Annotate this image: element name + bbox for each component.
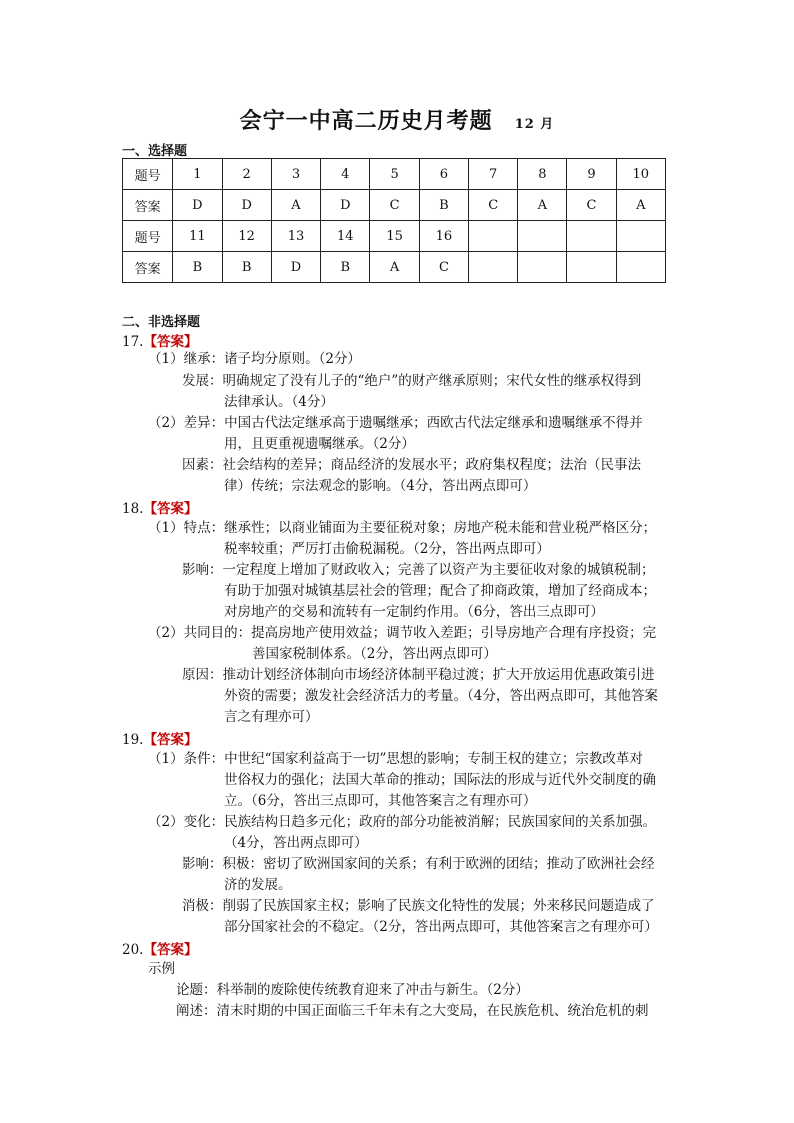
q19-line: 立。（6分，答出三点即可，其他答案言之有理亦可） <box>224 793 537 809</box>
q20-header <box>122 938 197 958</box>
table-cell: D <box>271 252 320 283</box>
table-row-label: 题号 <box>123 159 173 190</box>
table-row-label: 题号 <box>123 221 173 252</box>
q17-line: 用，且更重视遗嘱继承。（2分） <box>224 436 415 452</box>
table-cell: B <box>173 252 222 283</box>
table-cell <box>518 221 567 252</box>
table-cell: 13 <box>271 221 320 252</box>
table-cell <box>567 221 616 252</box>
table-cell: C <box>370 190 419 221</box>
q19-header <box>122 728 197 748</box>
month-label: 12 月 <box>514 117 555 132</box>
q19-line: （1）条件：中世纪“国家利益高于一切”思想的影响；专制王权的建立；宗教改革对 <box>148 751 643 767</box>
table-cell: C <box>567 190 616 221</box>
table-row-label: 答案 <box>123 252 173 283</box>
q18-line: （2）共同目的：提高房地产使用效益；调节收入差距；引导房地产合理有序投资；完 <box>148 625 657 641</box>
q17-line: 法律承认。（4分） <box>224 394 334 410</box>
table-cell: A <box>370 252 419 283</box>
table-cell: 15 <box>370 221 419 252</box>
table-cell: 12 <box>222 221 271 252</box>
q18-line: 税率较重；严厉打击偷税漏税。（2分，答出两点即可） <box>224 541 550 557</box>
q20-number: 20. <box>122 942 144 958</box>
q17-line: （1）继承：诸子均分原则。（2分） <box>148 351 361 367</box>
q19-line: 世俗权力的强化；法国大革命的推动；国际法的形成与近代外交制度的确 <box>224 772 656 788</box>
q20-line: 阐述：清末时期的中国正面临三千年未有之大变局，在民族危机、统治危机的刺 <box>176 1003 649 1019</box>
table-cell: 11 <box>173 221 222 252</box>
q18-line: 言之有理亦可） <box>224 709 319 725</box>
table-cell: 10 <box>616 159 665 190</box>
table-cell <box>469 252 518 283</box>
table-cell: 9 <box>567 159 616 190</box>
answer-tag: 【答案】 <box>143 732 198 748</box>
table-row <box>123 221 666 252</box>
table-row <box>123 190 666 221</box>
table-cell: A <box>518 190 567 221</box>
table-cell: 7 <box>469 159 518 190</box>
table-cell: 3 <box>271 159 320 190</box>
table-cell: C <box>419 252 468 283</box>
q18-number: 18. <box>122 501 144 517</box>
answer-tag: 【答案】 <box>143 501 198 517</box>
answer-table <box>122 158 666 283</box>
table-cell: 5 <box>370 159 419 190</box>
q18-line: 善国家税制体系。（2分，答出两点即可） <box>252 646 497 662</box>
q19-line: 部分国家社会的不稳定。（2分，答出两点即可，其他答案言之有理亦可） <box>224 919 658 935</box>
q18-line: （1）特点：继承性；以商业铺面为主要征税对象；房地产税未能和营业税严格区分； <box>148 520 657 536</box>
table-cell: C <box>469 190 518 221</box>
table-cell <box>567 252 616 283</box>
title-text: 会宁一中高二历史月考题 <box>239 108 493 134</box>
q17-number: 17. <box>122 334 144 350</box>
section-2-heading: 二、非选择题 <box>122 315 201 330</box>
table-cell: 6 <box>419 159 468 190</box>
table-cell: B <box>419 190 468 221</box>
answer-tag: 【答案】 <box>143 334 198 350</box>
table-cell: B <box>321 252 370 283</box>
table-cell <box>469 221 518 252</box>
q19-line: （4分，答出两点即可） <box>224 835 368 851</box>
section-1-heading: 一、选择题 <box>122 144 188 159</box>
table-cell <box>616 221 665 252</box>
q18-line: 有助于加强对城镇基层社会的管理；配合了抑商政策，增加了经商成本； <box>224 583 656 599</box>
table-cell <box>518 252 567 283</box>
q18-line: 对房地产的交易和流转有一定制约作用。（6分，答出三点即可） <box>224 604 604 620</box>
table-cell <box>616 252 665 283</box>
table-row <box>123 159 666 190</box>
table-cell: 14 <box>321 221 370 252</box>
table-cell: 4 <box>321 159 370 190</box>
table-cell: A <box>616 190 665 221</box>
q19-line: 消极：削弱了民族国家主权；影响了民族文化特性的发展；外来移民问题造成了 <box>182 898 655 914</box>
answer-tag: 【答案】 <box>143 942 198 958</box>
q17-header <box>122 330 197 350</box>
q17-line: 律）传统；宗法观念的影响。（4分，答出两点即可） <box>224 478 537 494</box>
page-title <box>0 104 794 135</box>
table-cell: 8 <box>518 159 567 190</box>
table-cell: 16 <box>419 221 468 252</box>
table-row-label: 答案 <box>123 190 173 221</box>
table-cell: D <box>321 190 370 221</box>
table-cell: 1 <box>173 159 222 190</box>
q19-number: 19. <box>122 732 144 748</box>
table-row <box>123 252 666 283</box>
q19-line: 影响：积极：密切了欧洲国家间的关系；有利于欧洲的团结；推动了欧洲社会经 <box>182 856 655 872</box>
q19-line: 济的发展。 <box>224 877 292 893</box>
table-cell: D <box>222 190 271 221</box>
table-cell: 2 <box>222 159 271 190</box>
q19-line: （2）变化：民族结构日趋多元化；政府的部分功能被消解；民族国家间的关系加强。 <box>148 814 657 830</box>
q20-line: 论题：科举制的废除使传统教育迎来了冲击与新生。（2分） <box>176 982 529 998</box>
table-cell: B <box>222 252 271 283</box>
q17-line: 因素：社会结构的差异；商品经济的发展水平；政府集权程度；法治（民事法 <box>182 457 641 473</box>
q18-header <box>122 497 197 517</box>
q17-line: （2）差异：中国古代法定继承高于遗嘱继承；西欧古代法定继承和遗嘱继承不得并 <box>148 415 643 431</box>
table-cell: A <box>271 190 320 221</box>
q17-line: 发展：明确规定了没有儿子的“绝户”的财产继承原则；宋代女性的继承权得到 <box>182 373 642 389</box>
q20-line: 示例 <box>148 961 175 977</box>
q18-line: 原因：推动计划经济体制向市场经济体制平稳过渡；扩大开放运用优惠政策引进 <box>182 667 655 683</box>
table-cell: D <box>173 190 222 221</box>
q18-line: 外资的需要；激发社会经济活力的考量。（4分，答出两点即可，其他答案 <box>224 688 658 704</box>
q18-line: 影响：一定程度上增加了财政收入；完善了以资产为主要征收对象的城镇税制； <box>182 562 655 578</box>
